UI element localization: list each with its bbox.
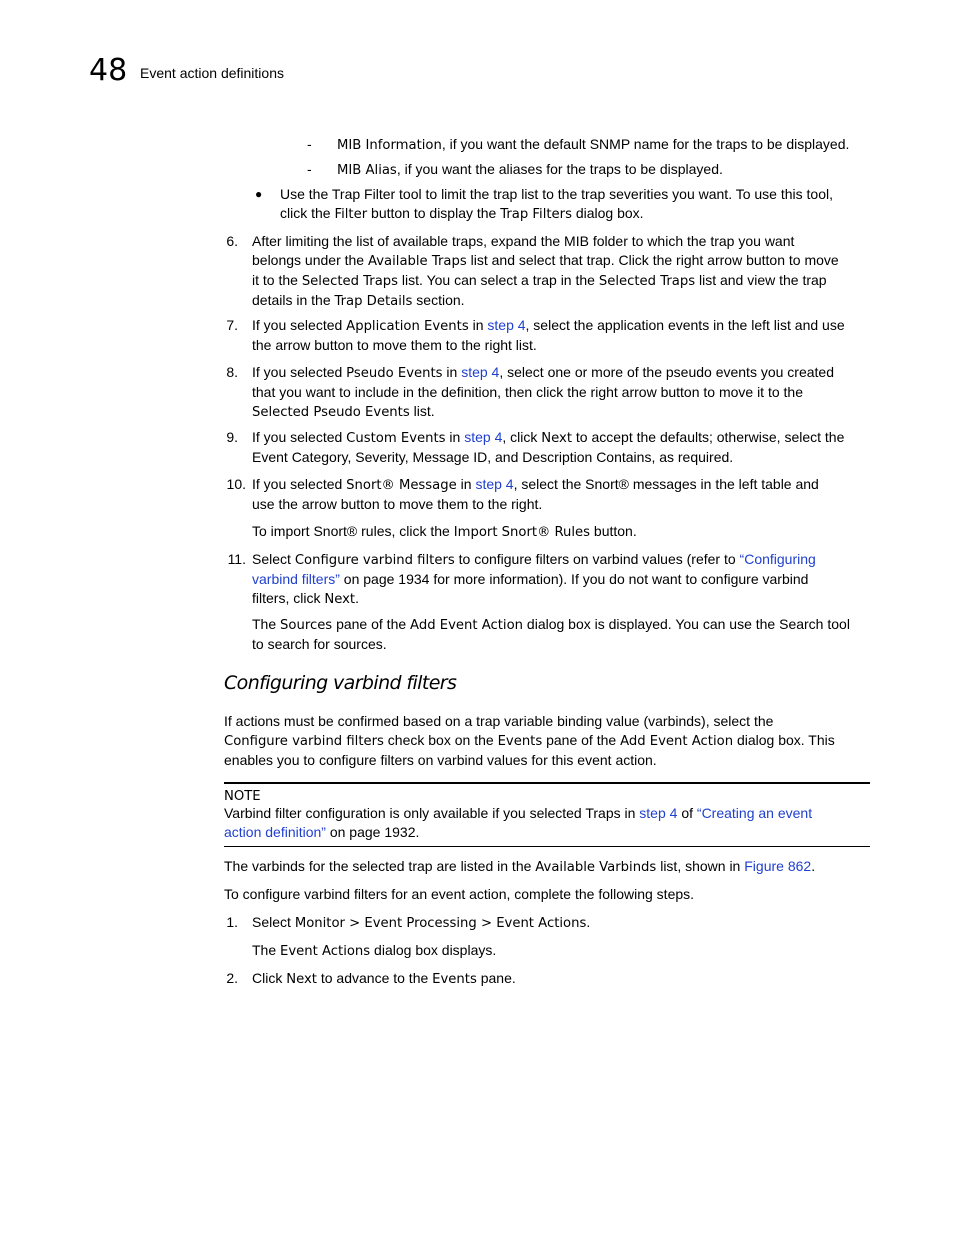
bullet-trap-filter: Use the Trap Filter tool to limit the trap list to the trap severities you want. To use this tool, click the Filter button to display the Trap Filters dialog box. (280, 186, 833, 222)
step-9: If you selected Custom Events in step 4, click Next to accept the defaults; otherwise, select the Event Category, Severity, Message ID, and Description Contains, as required. (252, 429, 845, 465)
step-10: If you selected Snort® Message in step 4, select the Snort® messages in the left table and use the arrow button to move them to the right. (252, 476, 819, 512)
step-11: Select Configure varbind filters to configure filters on varbind values (refer to “Configuring varbind filters” on page 1934 for more information). If you do not want to configure varbind filters, click Next. (252, 551, 816, 607)
note-label: NOTE (224, 789, 261, 804)
final-step-1: Select Monitor > Event Processing > Event Actions. (252, 914, 591, 931)
creating-event-action-link[interactable]: “Creating an event (696, 805, 813, 821)
step-4-link[interactable]: step 4 (475, 476, 514, 492)
bullet-marker: ● (255, 187, 263, 201)
step-number: 8. (226, 364, 238, 380)
dash-item-mib-information: MIB Information, if you want the default SNMP name for the traps to be displayed. (337, 136, 850, 153)
dash-marker: - (307, 136, 312, 152)
configuring-varbind-filters-link[interactable]: “Configuring (739, 551, 816, 567)
figure-862-link[interactable]: Figure 862 (744, 858, 812, 874)
step-number: 11. (227, 551, 246, 567)
event-actions-paragraph: The Event Actions dialog box displays. (252, 942, 497, 959)
configuring-varbind-filters-link[interactable]: varbind filters” (252, 571, 340, 587)
step-4-link[interactable]: step 4 (639, 805, 678, 821)
section-heading: Configuring varbind filters (224, 672, 457, 694)
dash-item-mib-alias: MIB Alias, if you want the aliases for the traps to be displayed. (337, 161, 723, 178)
step-number: 1. (226, 914, 238, 930)
step-4-link[interactable]: step 4 (464, 429, 503, 445)
creating-event-action-link[interactable]: action definition” (224, 824, 326, 840)
note-bottom-rule (224, 846, 870, 847)
step-number: 9. (226, 429, 238, 445)
step-number: 2. (226, 970, 238, 986)
sources-pane-paragraph: The Sources pane of the Add Event Action dialog box is displayed. You can use the Search tool to search for sources. (252, 616, 850, 652)
step-8: If you selected Pseudo Events in step 4, select one or more of the pseudo events you created that you want to include in the definition, then click the right arrow button to move it to the Selected Pseudo Events list. (252, 364, 834, 420)
step-number: 6. (226, 233, 238, 249)
step-4-link[interactable]: step 4 (461, 364, 500, 380)
step-7: If you selected Application Events in step 4, select the application events in the left list and use the arrow button to move them to the right list. (252, 317, 845, 353)
step-number: 10. (226, 476, 246, 492)
step-4-link[interactable]: step 4 (487, 317, 526, 333)
step-6: After limiting the list of available traps, expand the MIB folder to which the trap you want belongs under the Available Traps list and select that trap. Click the right arrow button to move it to the Selected Traps list. You can select a trap in the Selected Traps list and view the trap details in the Trap Details section. (252, 233, 839, 309)
note-body: Varbind filter configuration is only available if you selected Traps in step 4 of “Creating an event action definition” on page 1932. (224, 805, 813, 840)
running-header-title: Event action definitions (140, 65, 284, 81)
step-number: 7. (226, 317, 238, 333)
import-snort-paragraph: To import Snort® rules, click the Import Snort® Rules button. (252, 523, 637, 540)
dash-marker: - (307, 161, 312, 177)
varbinds-paragraph: The varbinds for the selected trap are listed in the Available Varbinds list, shown in Figure 862. (224, 858, 816, 875)
final-step-2: Click Next to advance to the Events pane. (252, 970, 516, 987)
intro-paragraph: If actions must be confirmed based on a trap variable binding value (varbinds), select the Configure varbind filters check box on the Events pane of the Add Event Action dialog box. This enables you to configure filters on varbind values for this event action. (224, 713, 835, 768)
note-top-rule (224, 782, 870, 784)
chapter-number: 48 (89, 53, 128, 88)
configure-paragraph: To configure varbind filters for an event action, complete the following steps. (224, 886, 695, 902)
